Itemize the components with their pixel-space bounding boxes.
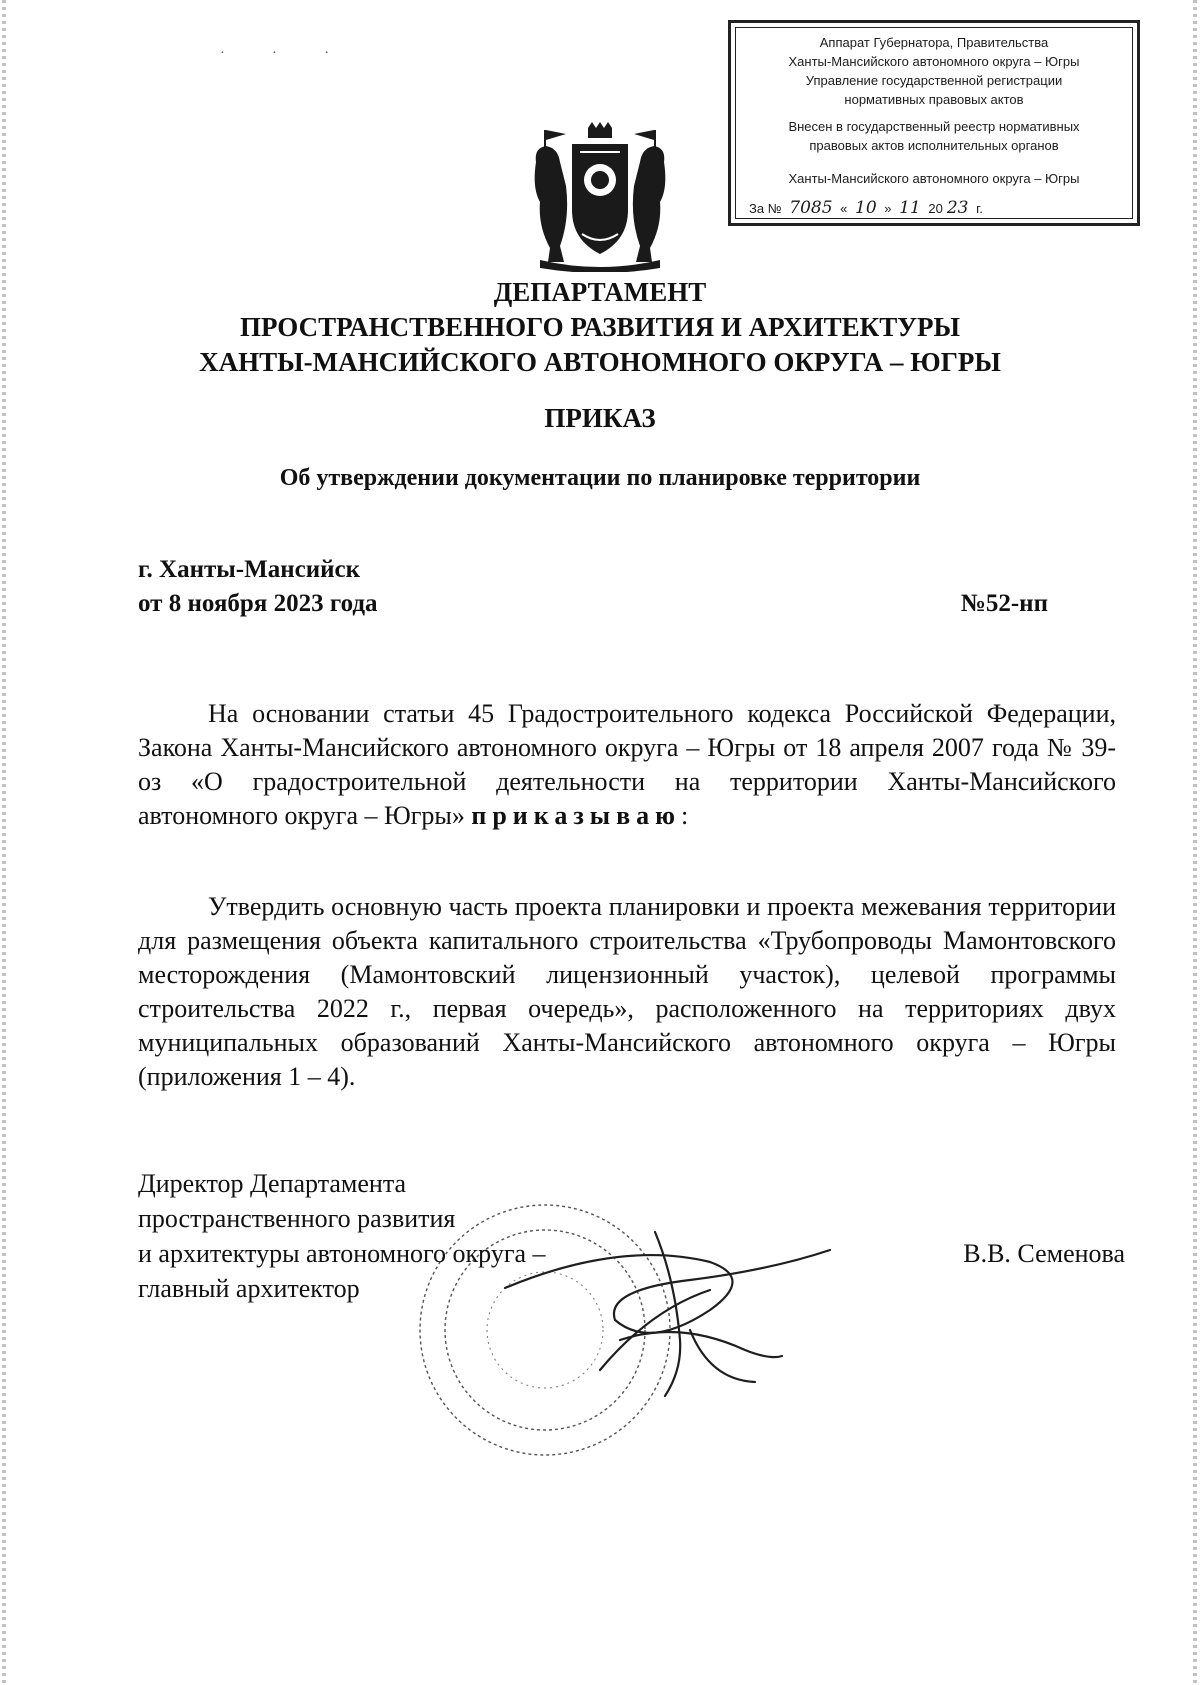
- stamp-line: Управление государственной регистрации: [805, 73, 1063, 88]
- dept-line-3: ХАНТЫ-МАНСИЙСКОГО АВТОНОМНОГО ОКРУГА – ЮГРЫ: [199, 347, 1001, 377]
- scan-edge-right: [1193, 0, 1197, 1685]
- reg-day-handwritten: 10: [851, 198, 881, 219]
- sig-title-line: и архитектуры автономного округа –: [138, 1239, 546, 1268]
- city: г. Ханты-Мансийск: [138, 556, 361, 583]
- sig-title-line: пространственного развития: [138, 1204, 456, 1233]
- dept-line-2: ПРОСТРАНСТВЕННОГО РАЗВИТИЯ И АРХИТЕКТУРЫ: [239, 312, 961, 342]
- coat-of-arms-icon: [530, 122, 670, 272]
- order-colon: :: [681, 801, 689, 830]
- stamp-line: Аппарат Губернатора, Правительства: [819, 35, 1049, 50]
- paragraph-basis: [138, 697, 1116, 833]
- reg-year-handwritten: 23: [943, 198, 973, 219]
- stamp-line: Внесен в государственный реестр нормативных: [788, 119, 1080, 134]
- signatory-name: В.В. Семенова: [963, 1239, 1125, 1268]
- paragraph-approval: Утвердить основную часть проекта планировки и проекта межевания территории для размещения объекта капитального строительства «Трубопроводы Мамонтовского месторождения (Мамонтовский лицензионный участок), целевой программы строительства 2022 г., первая очередь», расположенного на территориях двух муниципальных образований Ханты-Мансийского автономного округа – Югры (приложения 1 – 4).: [138, 892, 1116, 1091]
- date: от 8 ноября 2023 года: [138, 590, 378, 617]
- document-subject: Об утверждении документации по планировке территории: [279, 465, 921, 491]
- registration-number: За № 7085 « 10 » 11 20 23 г.: [749, 198, 983, 218]
- scan-edge-left: [2, 0, 6, 1685]
- dept-line-1: ДЕПАРТАМЕНТ: [493, 277, 707, 307]
- sig-title-line: Директор Департамента: [138, 1169, 407, 1198]
- place-and-date: [138, 553, 378, 621]
- registration-stamp: [728, 20, 1140, 226]
- basis-text: На основании статьи 45 Градостроительного кодекса Российской Федерации, Закона Ханты-Мансийского автономного округа – Югры от 18 апреля 2007 года № 39-оз «О градостроительной деятельности на территории Ханты-Мансийского автономного округа – Югры»: [138, 699, 1116, 830]
- reg-month-handwritten: 11: [895, 198, 925, 219]
- signatory-title: [138, 1166, 546, 1306]
- reg-prefix: За №: [749, 201, 782, 216]
- document-type: ПРИКАЗ: [544, 403, 656, 433]
- stamp-line: нормативных правовых актов: [844, 92, 1024, 107]
- scan-dots: · · ·: [220, 46, 351, 61]
- sig-title-line: главный архитектор: [138, 1274, 360, 1303]
- reg-year-suffix: г.: [976, 201, 983, 216]
- stamp-line: правовых актов исполнительных органов: [809, 138, 1059, 153]
- order-word: приказываю: [471, 801, 682, 830]
- order-number: №52-нп: [960, 590, 1048, 617]
- stamp-line: Ханты-Мансийского автономного округа – Югры: [788, 171, 1080, 186]
- reg-number-handwritten: 7085: [785, 198, 836, 219]
- department-heading: [0, 275, 1200, 380]
- reg-year-prefix: 20: [928, 201, 943, 216]
- stamp-line: Ханты-Мансийского автономного округа – Югры: [788, 54, 1080, 69]
